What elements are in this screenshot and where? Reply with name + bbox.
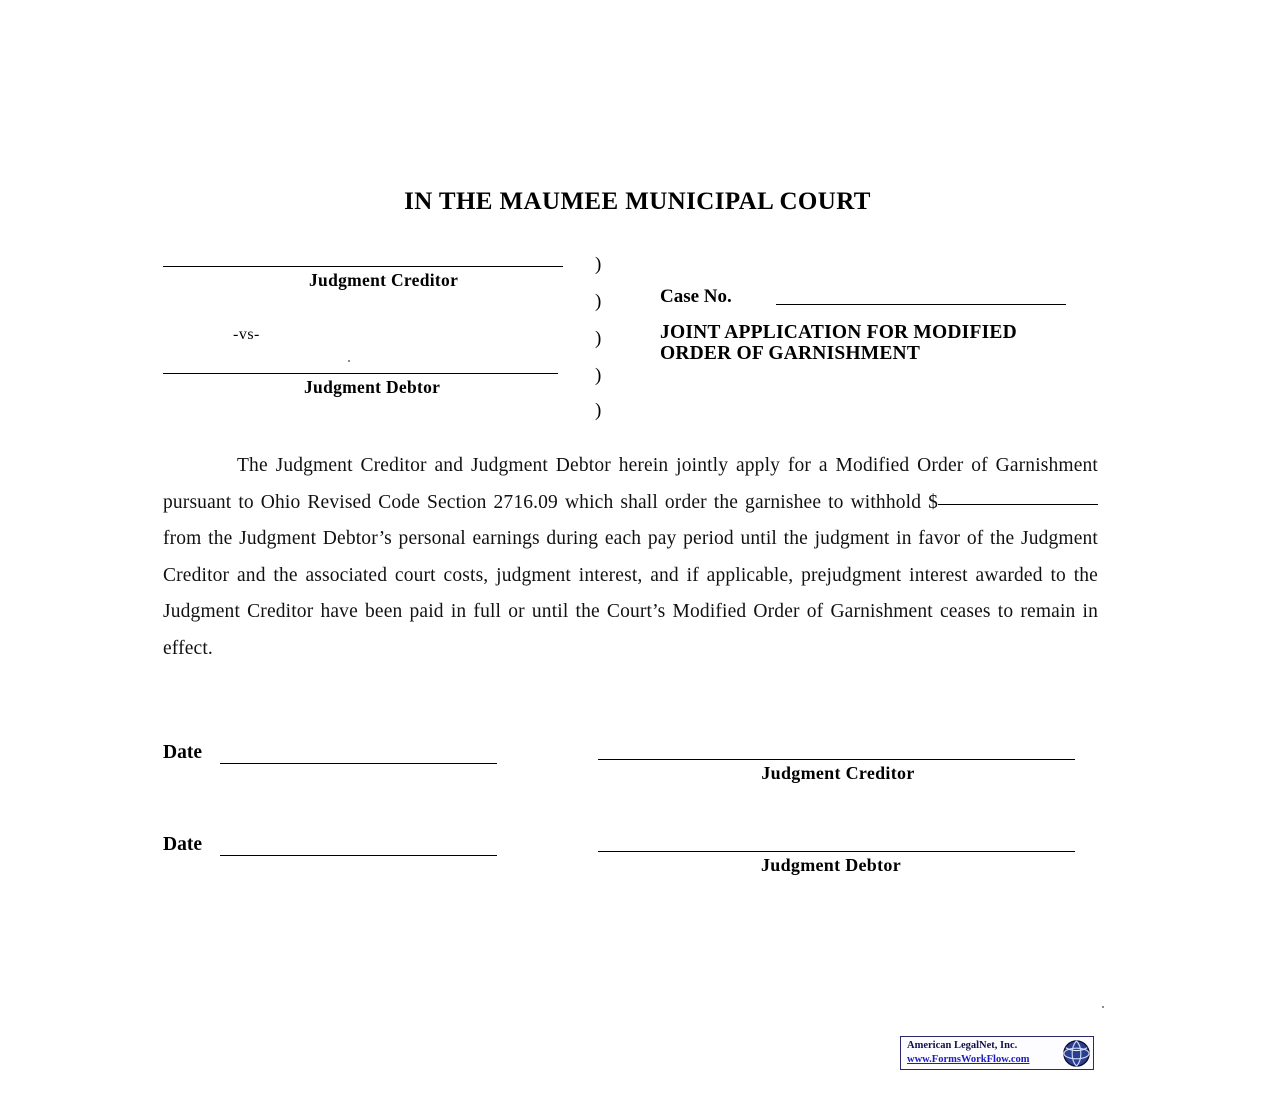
judgment-creditor-caption-label: Judgment Creditor [309, 270, 459, 290]
caption-paren-4: ) [595, 365, 602, 386]
document-subject-line-2: ORDER OF GARNISHMENT [660, 343, 921, 364]
creditor-name-line[interactable] [163, 266, 563, 267]
body-paragraph-part-1: The Judgment Creditor and Judgment Debtor herein jointly apply for a Modified Order of Garnishment pursuant to Ohio Revised Code Section 2716.09 which shall order the garnishee to withhold $ [163, 455, 1098, 513]
globe-logo-icon [1062, 1039, 1091, 1068]
judgment-debtor-caption-label: Judgment Debtor [304, 377, 441, 397]
caption-paren-1: ) [595, 254, 602, 275]
body-paragraph-part-2: from the Judgment Debtor’s personal earnings during each pay period until the judgment in favor of the Judgment Creditor and the associated court costs, judgment interest, and if applicable, prejudgment interest awarded to the Judgment Creditor have been paid in full or until the Court’s Modified Order of Garnishment ceases to remain in effect. [163, 528, 1098, 659]
judgment-debtor-signature-label: Judgment Debtor [761, 855, 901, 875]
scan-speck [348, 360, 350, 362]
case-number-label: Case No. [660, 286, 732, 307]
footer-stamp-company: American LegalNet, Inc. [907, 1040, 1018, 1051]
date-line-creditor[interactable] [220, 763, 497, 764]
case-number-line[interactable] [776, 304, 1066, 305]
date-label-creditor: Date [163, 742, 202, 763]
footer-stamp-website[interactable]: www.FormsWorkFlow.com [907, 1054, 1030, 1065]
withhold-amount-blank[interactable] [938, 504, 1098, 505]
caption-paren-2: ) [595, 291, 602, 312]
document-subject-line-1: JOINT APPLICATION FOR MODIFIED [660, 322, 1017, 343]
date-line-debtor[interactable] [220, 855, 497, 856]
signature-block [163, 735, 1113, 895]
caption-paren-5: ) [595, 400, 602, 421]
page-title: IN THE MAUMEE MUNICIPAL COURT [404, 188, 871, 215]
signature-line-creditor[interactable] [598, 759, 1075, 760]
signature-line-debtor[interactable] [598, 851, 1075, 852]
caption-paren-3: ) [595, 328, 602, 349]
versus-label: -vs- [233, 326, 260, 343]
scan-speck [1102, 1006, 1104, 1008]
case-caption [163, 248, 1113, 428]
date-label-debtor: Date [163, 834, 202, 855]
footer-stamp [900, 1036, 1094, 1070]
debtor-name-line[interactable] [163, 373, 558, 374]
judgment-creditor-signature-label: Judgment Creditor [761, 763, 915, 783]
body-paragraph [163, 448, 1098, 667]
